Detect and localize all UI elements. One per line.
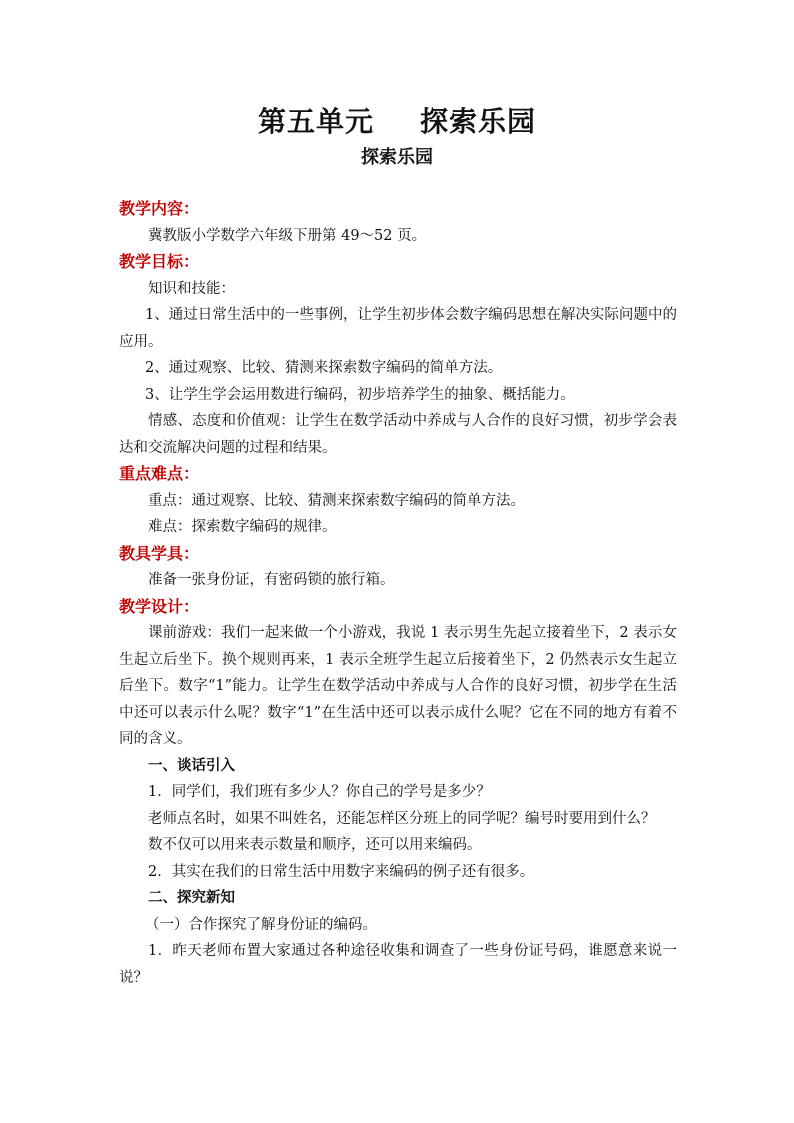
design-part1-line2: 老师点名时，如果不叫姓名，还能怎样区分班上的同学呢？编号时要用到什么？	[148, 810, 656, 827]
objective-item-3: 3、让学生学会运用数进行编码，初步培养学生的抽象、概括能力。	[145, 386, 575, 403]
title-topic: 探索乐园	[420, 105, 537, 138]
design-warmup: 课前游戏：我们一起来做一个小游戏，我说 1 表示男生先起立接着坐下，2 表示女生起立后坐下。换个规则再来，1 表示全班学生起立后接着坐下，2 仍然表示女生起立后坐下。数字“1”能力。让学生在数学活动中养成与人合作的良好习惯，初步学在生活中还可以表示什么呢？数字“1”在生活中还可以表示成什么呢？它在不同的地方有着不同的含义。	[119, 625, 677, 747]
design-part1-title: 一、谈话引入	[148, 757, 235, 774]
objectives-intro: 知识和技能：	[148, 280, 235, 297]
title-unit: 第五单元	[257, 105, 374, 138]
design-part1-line4: 2．其实在我们的日常生活中用数字来编码的例子还有很多。	[148, 863, 535, 880]
design-part1-line1: 1．同学们，我们班有多少人？你自己的学号是多少？	[148, 784, 491, 800]
page-subtitle: 探索乐园	[361, 147, 433, 168]
heading-keypoints: 重点难点：	[119, 464, 200, 483]
heading-teaching-design: 教学设计：	[119, 596, 200, 616]
keypoint-difficulty: 难点：探索数字编码的规律。	[148, 519, 337, 535]
objective-item-1: 1、通过日常生活中的一些事例，让学生初步体会数字编码思想在解决实际问题中的应用。	[119, 307, 677, 350]
objective-emotion: 情感、态度和价值观：让学生在数学活动中养成与人合作的良好习惯，初步学会表达和交流解决问题的过程和结果。	[119, 413, 677, 456]
page-title	[0, 100, 794, 140]
design-part1-line3: 数不仅可以用来表示数量和顺序，还可以用来编码。	[148, 837, 482, 853]
keypoint-key: 重点：通过观察、比较、猜测来探索数字编码的简单方法。	[148, 492, 525, 509]
design-part2-line1: （一）合作探究了解身份证的编码。	[145, 916, 377, 933]
heading-tools: 教具学具：	[119, 543, 200, 563]
teaching-content-text: 冀教版小学数学六年级下册第 49～52 页。	[148, 227, 427, 244]
design-part2-title: 二、探究新知	[148, 890, 235, 906]
objective-item-2: 2、通过观察、比较、猜测来探索数字编码的简单方法。	[145, 360, 503, 376]
heading-teaching-objectives: 教学目标：	[119, 252, 200, 271]
document-body	[119, 196, 677, 991]
design-part2-line2: 1．昨天老师布置大家通过各种途径收集和调查了一些身份证号码，谁愿意来说一说？	[119, 943, 677, 986]
heading-teaching-content: 教学内容：	[119, 199, 200, 218]
tools-text: 准备一张身份证，有密码锁的旅行箱。	[148, 572, 395, 588]
